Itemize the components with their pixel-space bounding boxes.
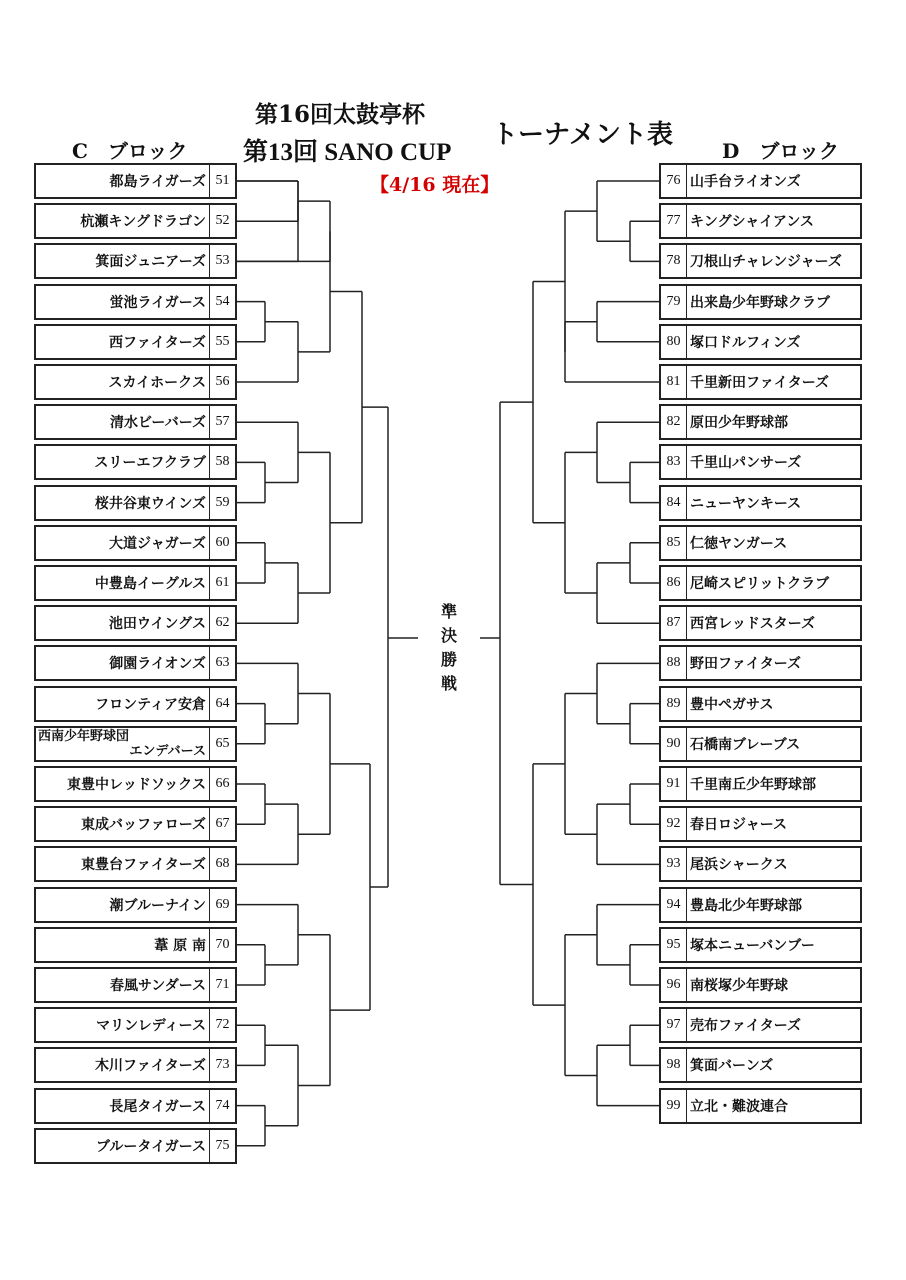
team-name: ニューヤンキース [690, 495, 802, 512]
team-number: 59 [209, 487, 235, 519]
team-name: 山手台ライオンズ [690, 174, 801, 190]
team-name: 石橋南ブレーブス [690, 736, 801, 753]
team-name: 売布ファイターズ [690, 1018, 802, 1035]
team-name: 尼崎スピリットクラブ [690, 576, 830, 592]
team-number: 74 [209, 1090, 235, 1122]
team-number: 58 [209, 446, 235, 478]
team-number: 73 [209, 1049, 235, 1081]
team-name-line: エンデバース [129, 743, 206, 759]
team-number: 72 [209, 1009, 235, 1041]
team-number: 65 [209, 728, 235, 760]
team-name: 春日ロジャース [690, 817, 788, 834]
team-name: マリンレディース [96, 1018, 206, 1035]
team-name: 南桜塚少年野球 [690, 978, 788, 994]
team-number: 93 [661, 848, 687, 880]
team-number: 60 [209, 527, 235, 559]
team-name: 豊中ペガサス [690, 696, 774, 713]
team-number: 86 [661, 567, 687, 599]
team-number: 97 [661, 1009, 687, 1041]
team-number: 99 [661, 1090, 687, 1122]
bracket-heading: トーナメント表 [492, 120, 673, 150]
team-name: 刀根山チャレンジャーズ [690, 254, 842, 271]
tournament-subtitle: 第13回 SANO CUP [243, 139, 452, 166]
team-name: 池田ウイングス [108, 616, 206, 633]
team-number: 64 [209, 688, 235, 720]
team-name: 東豊台ファイターズ [80, 857, 206, 874]
team-number: 66 [209, 768, 235, 800]
block-c-label: C ブロック [72, 139, 188, 163]
team-name: 原田少年野球部 [690, 415, 788, 432]
team-number: 87 [661, 607, 687, 639]
team-number: 96 [661, 969, 687, 1001]
team-number: 56 [209, 366, 235, 398]
team-name: フロンティア安倉 [95, 696, 206, 713]
team-name: 長尾タイガース [109, 1098, 206, 1115]
team-number: 82 [661, 406, 687, 438]
team-number: 51 [209, 165, 235, 197]
team-number: 80 [661, 326, 687, 358]
team-number: 70 [209, 929, 235, 961]
team-name: キングシャイアンス [690, 214, 814, 231]
team-name: 御園ライオンズ [109, 656, 206, 673]
team-number: 95 [661, 929, 687, 961]
team-number: 78 [661, 245, 687, 277]
team-number: 55 [209, 326, 235, 358]
team-name: 東豊中レッドソックス [66, 777, 206, 793]
team-name: 立北・難波連合 [690, 1098, 788, 1115]
team-number: 83 [661, 446, 687, 478]
team-number: 94 [661, 889, 687, 921]
team-number: 85 [661, 527, 687, 559]
team-name: 葦 原 南 [154, 937, 206, 954]
team-number: 63 [209, 647, 235, 679]
team-name: 千里南丘少年野球部 [690, 777, 816, 793]
team-name: スカイホークス [108, 375, 206, 391]
team-number: 89 [661, 688, 687, 720]
team-name: 塚口ドルフィンズ [690, 334, 801, 351]
team-number: 62 [209, 607, 235, 639]
team-name: ブルータイガース [95, 1138, 206, 1155]
team-name: 春風サンダース [109, 978, 206, 994]
team-number: 71 [209, 969, 235, 1001]
team-name: 箕面バーンズ [690, 1058, 774, 1075]
team-number: 91 [661, 768, 687, 800]
team-number: 75 [209, 1130, 235, 1162]
team-name: 豊島北少年野球部 [690, 897, 802, 914]
team-name: 尾浜シャークス [690, 857, 788, 874]
team-number: 67 [209, 808, 235, 840]
team-name: 箕面ジュニアーズ [95, 254, 206, 271]
team-number: 79 [661, 286, 687, 318]
team-name: 西宮レッドスターズ [690, 616, 816, 633]
tournament-title: 第16回太鼓亭杯 [255, 101, 426, 128]
team-name: 桜井谷東ウインズ [94, 495, 206, 512]
team-number: 61 [209, 567, 235, 599]
team-number: 81 [661, 366, 687, 398]
team-number: 90 [661, 728, 687, 760]
team-number: 54 [209, 286, 235, 318]
team-number: 69 [209, 889, 235, 921]
team-name: 中豊島イーグルス [94, 576, 206, 592]
team-name: 出来島少年野球クラブ [690, 294, 830, 311]
team-name: スリーエフクラブ [94, 455, 206, 472]
team-name: 塚本ニューバンブー [690, 937, 815, 954]
team-number: 98 [661, 1049, 687, 1081]
team-name: 千里山パンサーズ [690, 455, 802, 472]
team-name: 杭瀬キングドラゴン [80, 214, 206, 231]
status-date: 【4/16 現在】 [370, 174, 500, 196]
team-number: 84 [661, 487, 687, 519]
team-name: 木川ファイターズ [94, 1058, 206, 1075]
team-name: 西ファイターズ [108, 334, 206, 351]
team-name: 千里新田ファイターズ [690, 375, 830, 391]
team-number: 57 [209, 406, 235, 438]
team-name-line: 西南少年野球団 [38, 728, 130, 744]
team-name: 潮ブルーナイン [109, 897, 206, 914]
team-number: 76 [661, 165, 687, 197]
block-d-label: D ブロック [722, 139, 839, 163]
team-number: 52 [209, 205, 235, 237]
semifinal-label: 準 決 勝 戦 [440, 602, 457, 693]
team-name: 清水ビーバーズ [109, 415, 206, 432]
team-name: 野田ファイターズ [690, 656, 802, 673]
team-number: 53 [209, 245, 235, 277]
team-number: 88 [661, 647, 687, 679]
team-name: 都島ライガーズ [109, 174, 206, 190]
team-name: 東成バッファローズ [80, 817, 206, 834]
team-number: 77 [661, 205, 687, 237]
team-name: 仁徳ヤンガース [690, 535, 788, 552]
team-number: 68 [209, 848, 235, 880]
team-number: 92 [661, 808, 687, 840]
team-name: 大道ジャガーズ [108, 535, 206, 552]
team-name: 蛍池ライガース [109, 294, 206, 311]
